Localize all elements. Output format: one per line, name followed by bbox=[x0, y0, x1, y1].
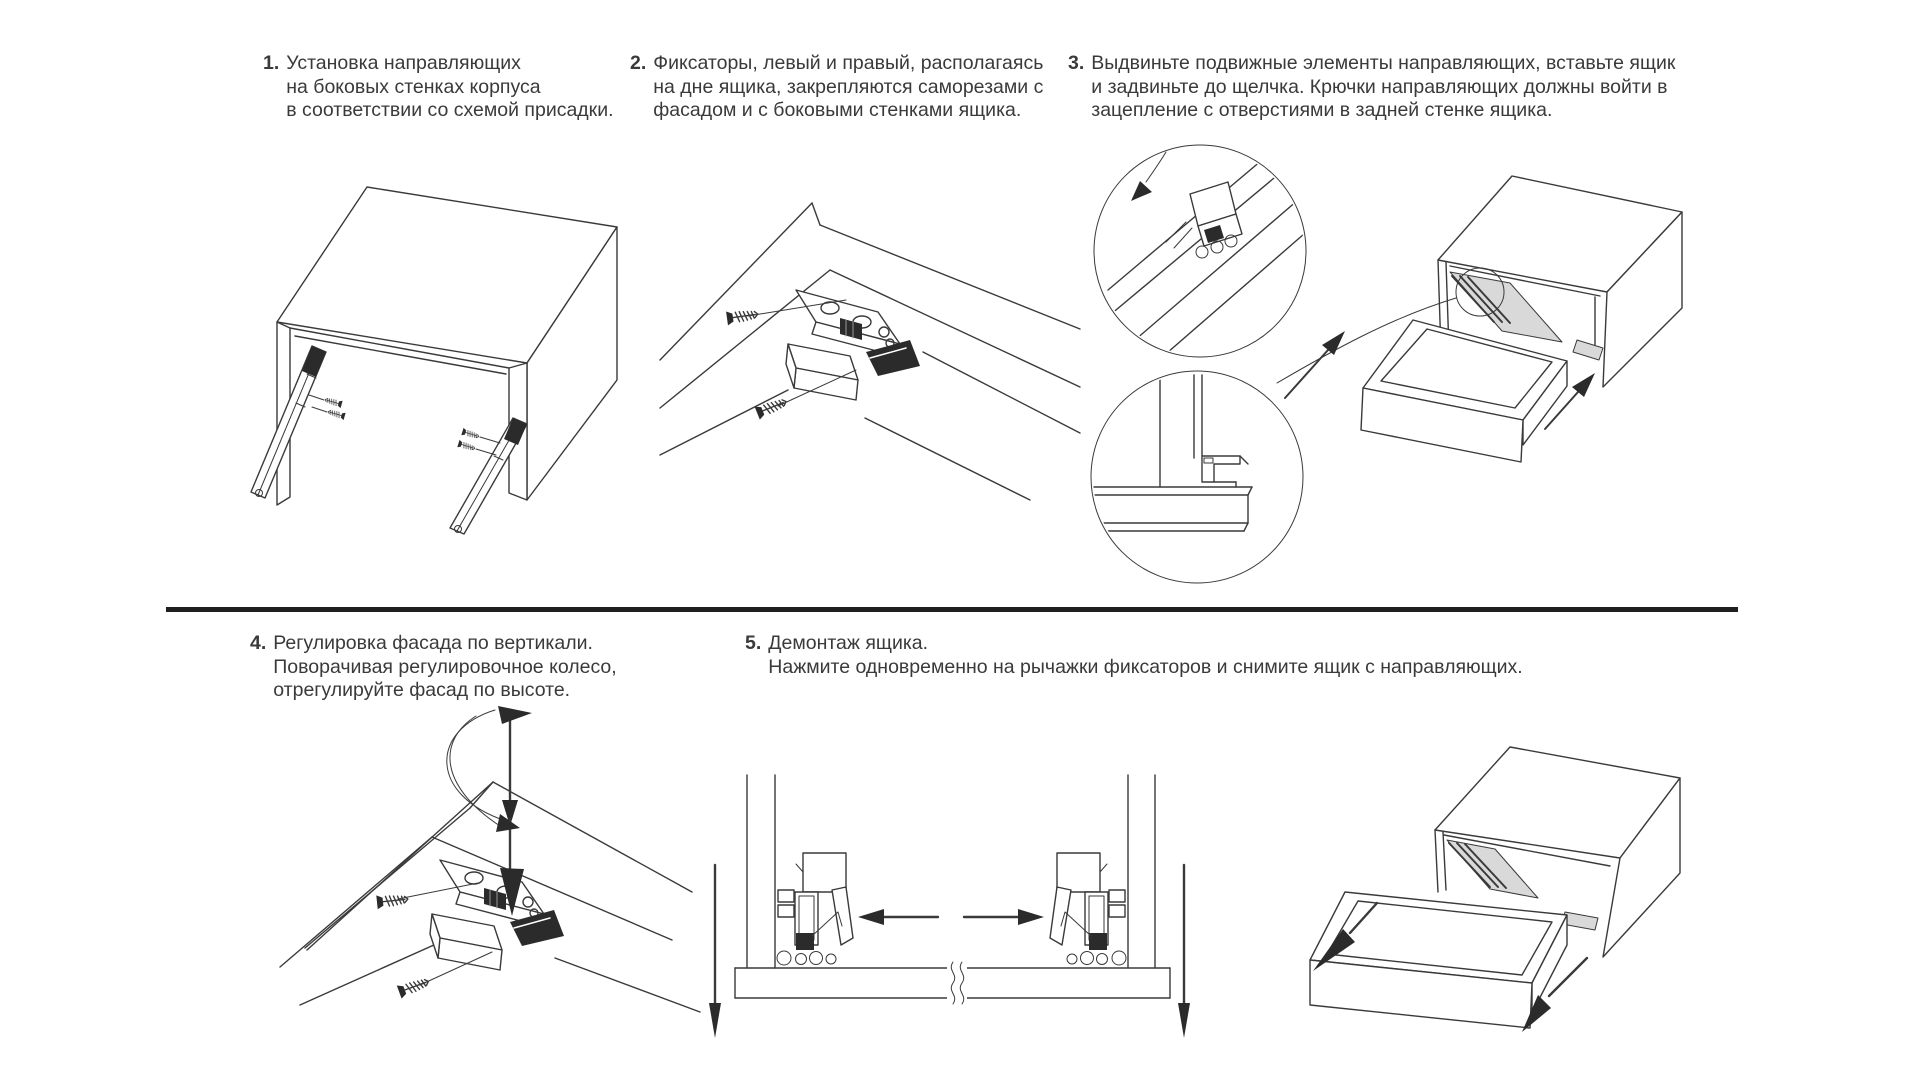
step-text-line: Нажмите одновременно на рычажки фиксаторов и снимите ящик с направляющих. bbox=[768, 655, 1523, 678]
step-3 bbox=[1068, 52, 1728, 123]
cabinet-slides-drawing bbox=[212, 160, 642, 560]
arrow-insert-left bbox=[1285, 331, 1345, 398]
step-text-line: Установка направляющих bbox=[286, 52, 521, 74]
step-5 bbox=[745, 632, 1625, 679]
step-text-line: на дне ящика, закрепляются саморезами с bbox=[653, 75, 1044, 98]
step-text-line: Демонтаж ящика. bbox=[768, 632, 929, 654]
drawer-tray bbox=[1361, 320, 1603, 462]
step-text-line: фасадом и с боковыми стенками ящика. bbox=[653, 99, 1022, 121]
fixator-mounting-drawing bbox=[660, 200, 1080, 500]
remove-drawer-drawing bbox=[1310, 740, 1760, 1082]
step-2 bbox=[630, 52, 1090, 123]
fixator-front-view bbox=[777, 853, 853, 965]
fixator-front-view-right bbox=[1050, 853, 1126, 965]
step-1 bbox=[263, 52, 623, 123]
step-text bbox=[768, 632, 1522, 679]
step-number: 1. bbox=[263, 52, 280, 74]
figure-facade-adjustment bbox=[280, 700, 700, 1082]
step-text-line: на боковых стенках корпуса bbox=[286, 75, 541, 98]
step-number: 3. bbox=[1068, 52, 1085, 74]
arrow-engage bbox=[1131, 152, 1166, 201]
drawer-bottom-panel bbox=[735, 962, 1170, 1004]
step-text-line: Фиксаторы, левый и правый, располагаясь bbox=[653, 52, 1044, 74]
figure-remove-drawer bbox=[1310, 740, 1760, 1082]
hook-detail bbox=[1202, 456, 1248, 487]
step-text-line: отрегулируйте фасад по высоте. bbox=[273, 679, 571, 701]
step-text bbox=[653, 52, 1043, 123]
step-number: 4. bbox=[250, 632, 267, 654]
drawer-tray bbox=[1310, 892, 1598, 1028]
step-4 bbox=[250, 632, 690, 703]
cabinet-with-drawer bbox=[1285, 176, 1682, 462]
detail-circle-top bbox=[1094, 145, 1306, 366]
cabinet-box bbox=[277, 187, 617, 505]
step-text bbox=[1091, 52, 1675, 123]
step-text-line: и задвиньте до щелчка. Крючки направляющих должны войти в bbox=[1091, 75, 1668, 98]
step-text bbox=[286, 52, 613, 123]
step-text-line: Регулировка фасада по вертикали. bbox=[273, 632, 593, 654]
step-text-line: в соответствии со схемой присадки. bbox=[286, 99, 614, 121]
step-text bbox=[273, 632, 616, 703]
arrow-press-left bbox=[858, 909, 938, 925]
release-levers-drawing bbox=[700, 740, 1300, 1082]
insert-drawer-drawing bbox=[1090, 130, 1760, 610]
figure-fixator-mounting bbox=[660, 200, 1080, 500]
step-number: 5. bbox=[745, 632, 762, 654]
arrow-press-right bbox=[964, 909, 1044, 925]
fixator bbox=[430, 860, 564, 970]
step-text-line: Поворачивая регулировочное колесо, bbox=[273, 655, 617, 678]
step-text-line: Выдвиньте подвижные элементы направляющих, вставьте ящик bbox=[1091, 52, 1676, 74]
step-number: 2. bbox=[630, 52, 647, 74]
figure-release-levers bbox=[700, 740, 1300, 1082]
screw-pair-left bbox=[309, 395, 346, 420]
step-text-line: зацепление с отверстиями в задней стенке ящика. bbox=[1091, 99, 1553, 121]
figure-insert-drawer bbox=[1090, 130, 1760, 610]
figure-cabinet-with-slides bbox=[212, 160, 642, 560]
arrow-remove-down-left bbox=[709, 865, 721, 1038]
detail-circle-bottom bbox=[1091, 371, 1303, 583]
facade-adjustment-drawing bbox=[280, 700, 700, 1082]
arrow-remove-down-right bbox=[1178, 865, 1190, 1038]
